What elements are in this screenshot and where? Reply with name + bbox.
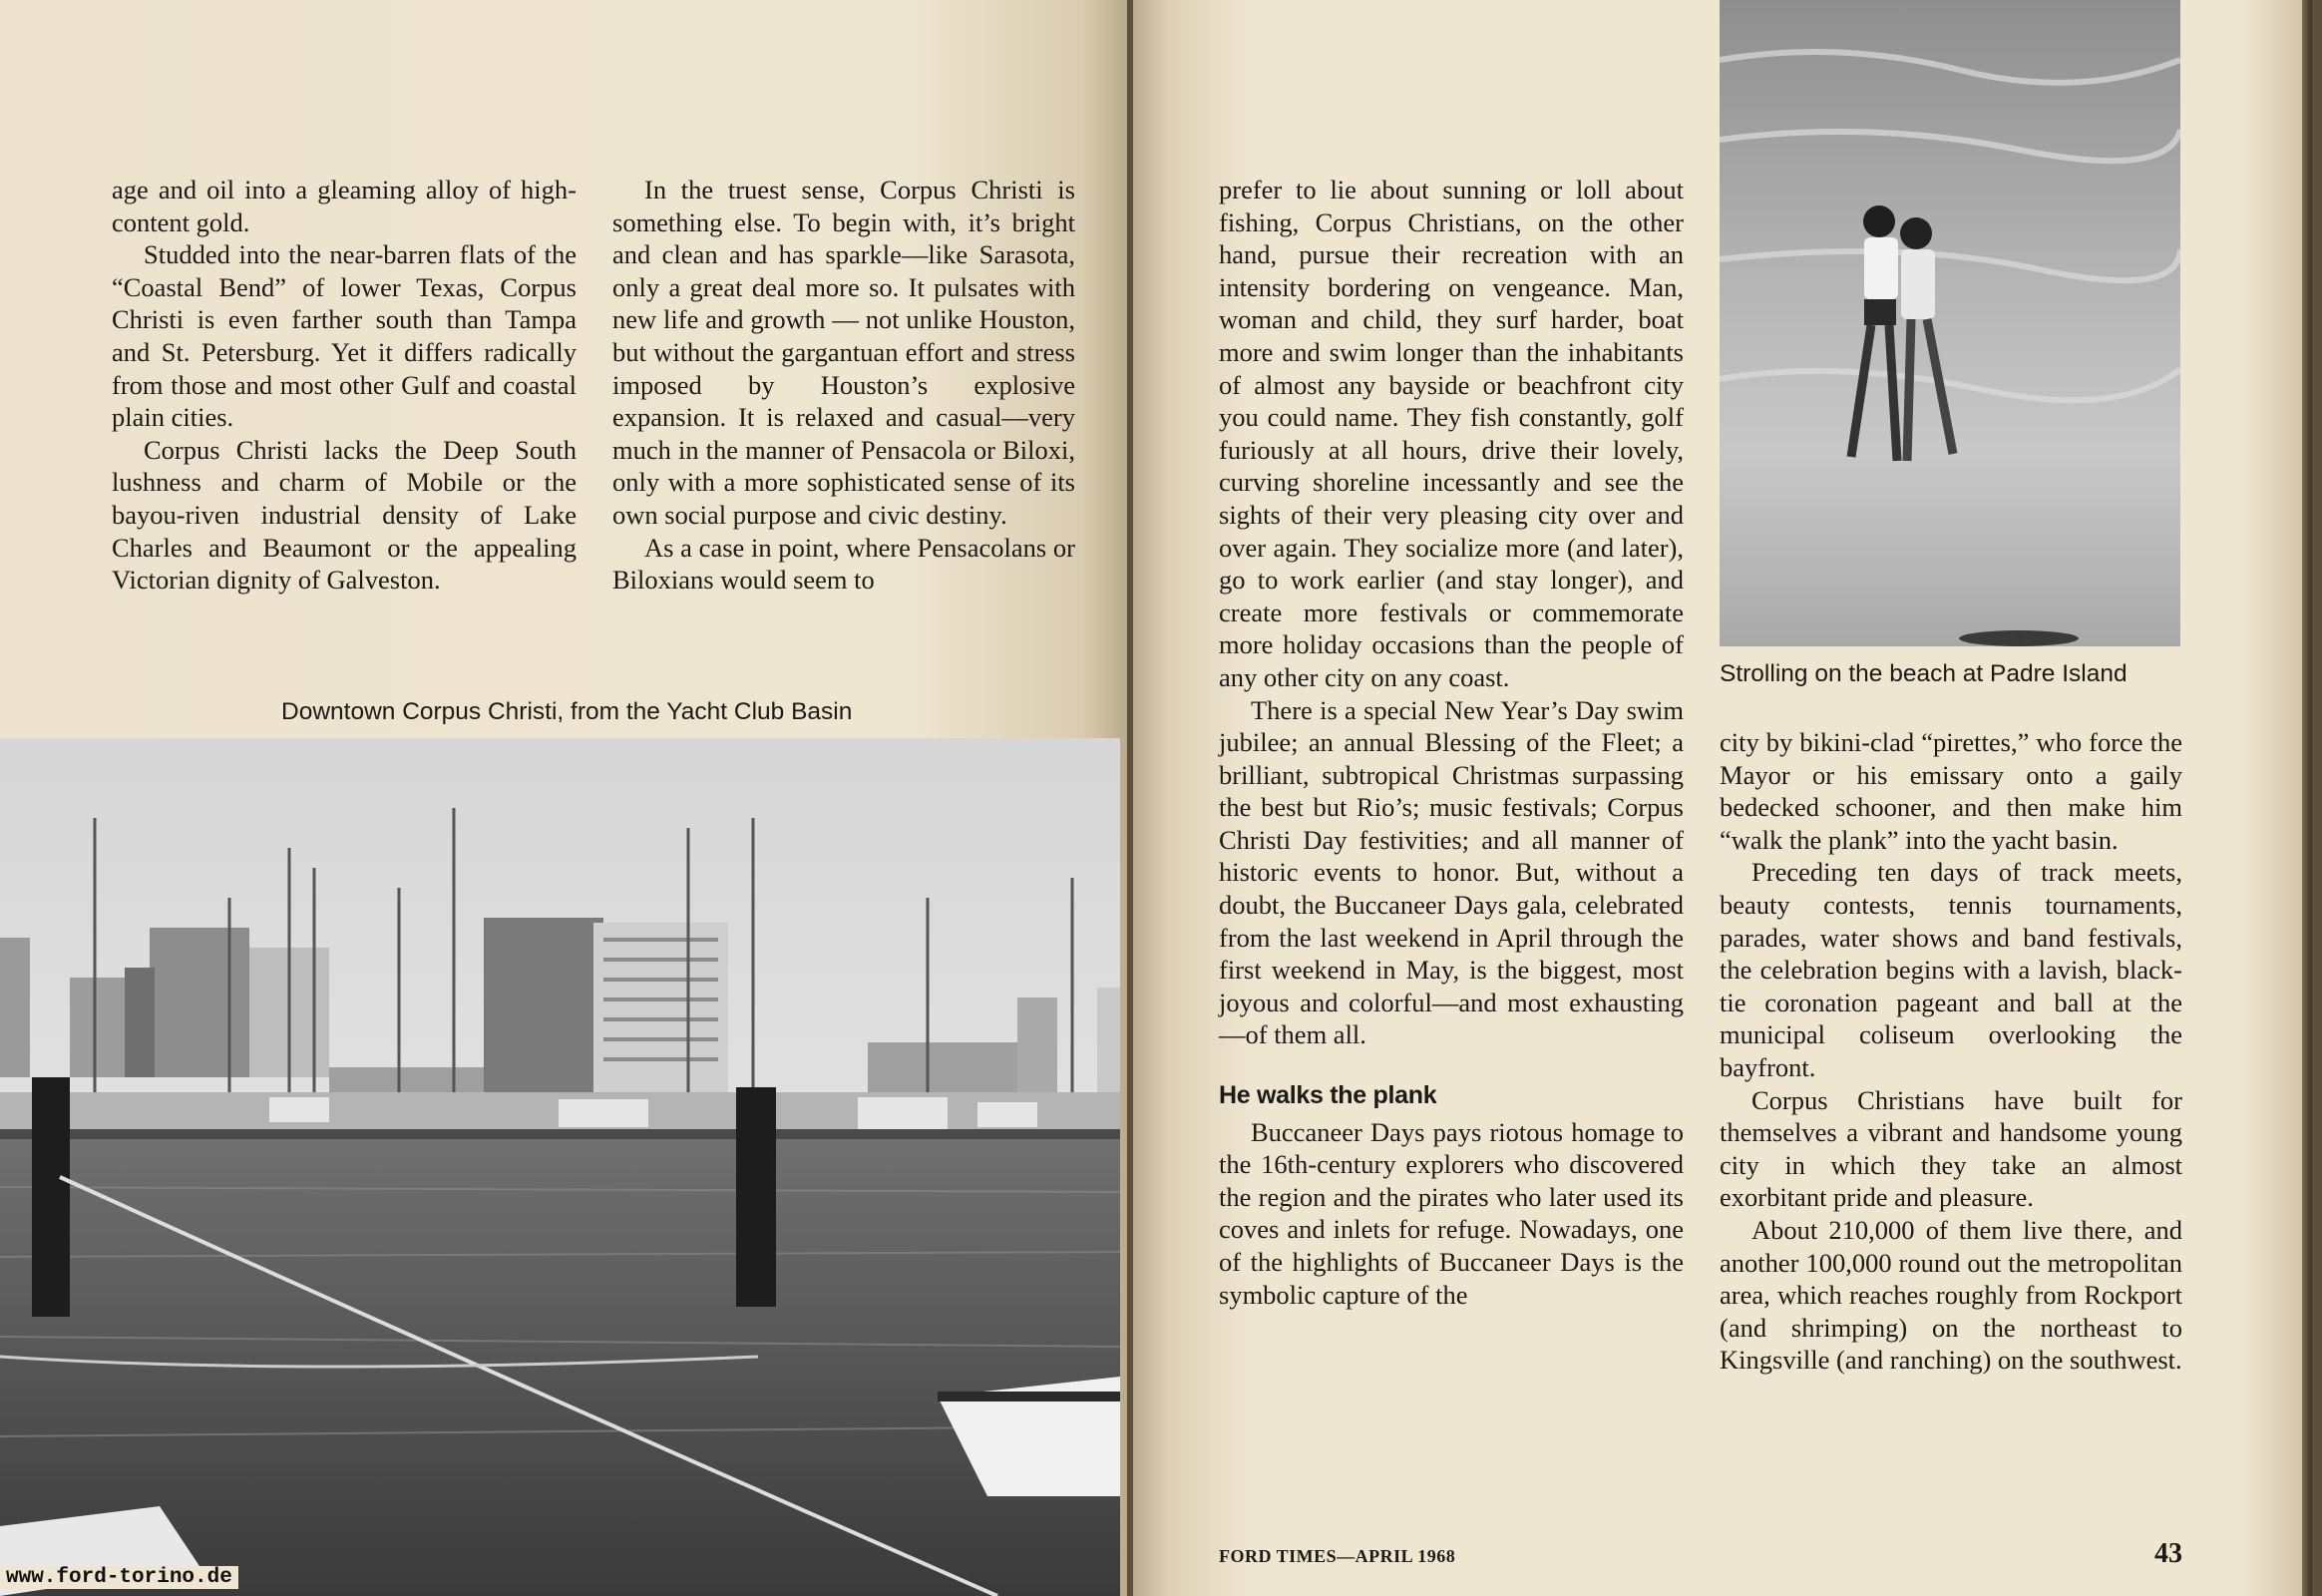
paragraph: About 210,000 of them live there, and another 100,000 round out the metropolitan area, which reaches roughly from Rockport (and shrimping) on the northeast to Kingsville (and ranching) on the southwest. [1720,1214,2182,1376]
paragraph: prefer to lie about sunning or loll about fishing, Corpus Christians, on the other hand, pursue their recreation with an intensity bordering on vengeance. Man, woman and child, they surf harder, boat more and swim longer than the inhabitants of almost any bayside or beachfront city you could name. They fish constantly, golf furiously at all hours, drive their lovely, curving shoreline incessantly and see the sights of their very pleasing city over and over again. They socialize more (and later), go to work earlier (and stay longer), and create more festivals or commemorate more holiday occasions than the people of any other city on any coast. [1219,175,1684,692]
left-column-2 [612,174,1075,597]
right-column-1 [1219,174,1684,1311]
right-column-1-lower [1219,1116,1684,1312]
paragraph: In the truest sense, Corpus Christi is something else. To begin with, it’s bright and clean and has sparkle—like Sarasota, only a great deal more so. It pulsates with new life and growth — not unlike Houston, but without the gargantuan effort and stress imposed by Houston’s explosive expansion. It is relaxed and casual—very much in the manner of Pensacola or Biloxi, only with a more sophisticated sense of its own social purpose and civic destiny. [612,175,1075,530]
paragraph: Corpus Christi lacks the Deep South lushness and charm of Mobile or the bayou-riven industrial density of Lake Charles and Beaumont or the appealing Victorian dignity of Galveston. [112,434,577,596]
harbor-photo-caption: Downtown Corpus Christi, from the Yacht Club Basin [281,698,853,725]
section-subhead: He walks the plank [1219,1081,1437,1110]
paragraph: Studded into the near-barren flats of the “Coastal Bend” of lower Texas, Corpus Christi is even farther south than Tampa and St. Petersburg. Yet it differs radically from those and most other Gulf and coastal plain cities. [112,239,577,433]
website-watermark: www.ford-torino.de [0,1566,238,1589]
right-column-1-upper [1219,174,1684,1051]
left-page [0,0,1127,1596]
right-column-2 [1720,726,2182,1377]
magazine-footer: FORD TIMES—APRIL 1968 [1219,1546,1456,1566]
page-edge [2302,0,2312,1596]
paragraph: city by bikini-clad “pirettes,” who force the Mayor or his emissary onto a gaily bedecked schooner, and then make him “walk the plank” into the yacht basin. [1720,727,2182,855]
yacht-basin-photo [0,738,1120,1596]
paragraph: Preceding ten days of track meets, beauty contests, tennis tournaments, parades, water shows and band festivals, the celebration begins with a lavish, black-tie coronation pageant and ball at the municipal coliseum overlooking the bayfront. [1720,857,2182,1082]
paragraph: There is a special New Year’s Day swim jubilee; an annual Blessing of the Fleet; a brilliant, subtropical Christmas surpassing the best but Rio’s; music festivals; Corpus Christi Day festivities; and all manner of historic events to honor. But, without a doubt, the Buccaneer Days gala, celebrated from the last weekend in April through the first weekend in May, is the biggest, most joyous and colorful—and most exhausting—of them all. [1219,694,1684,1050]
paragraph: As a case in point, where Pensacolans or Biloxians would seem to [612,532,1075,596]
beach-photo [1720,0,2180,646]
right-page [1133,0,2312,1596]
page-number: 43 [2154,1538,2182,1569]
paragraph: Corpus Christians have built for themselves a vibrant and handsome young city in which they take an almost exorbitant pride and pleasure. [1720,1084,2182,1213]
left-column-1 [112,174,577,597]
paragraph: age and oil into a gleaming alloy of high-content gold. [112,175,577,237]
paragraph: Buccaneer Days pays riotous homage to the 16th-century explorers who discovered the region and the pirates who later used its coves and inlets for refuge. Nowadays, one of the highlights of Buccaneer Days is the symbolic capture of the [1219,1116,1684,1310]
beach-photo-caption: Strolling on the beach at Padre Island [1720,660,2128,687]
